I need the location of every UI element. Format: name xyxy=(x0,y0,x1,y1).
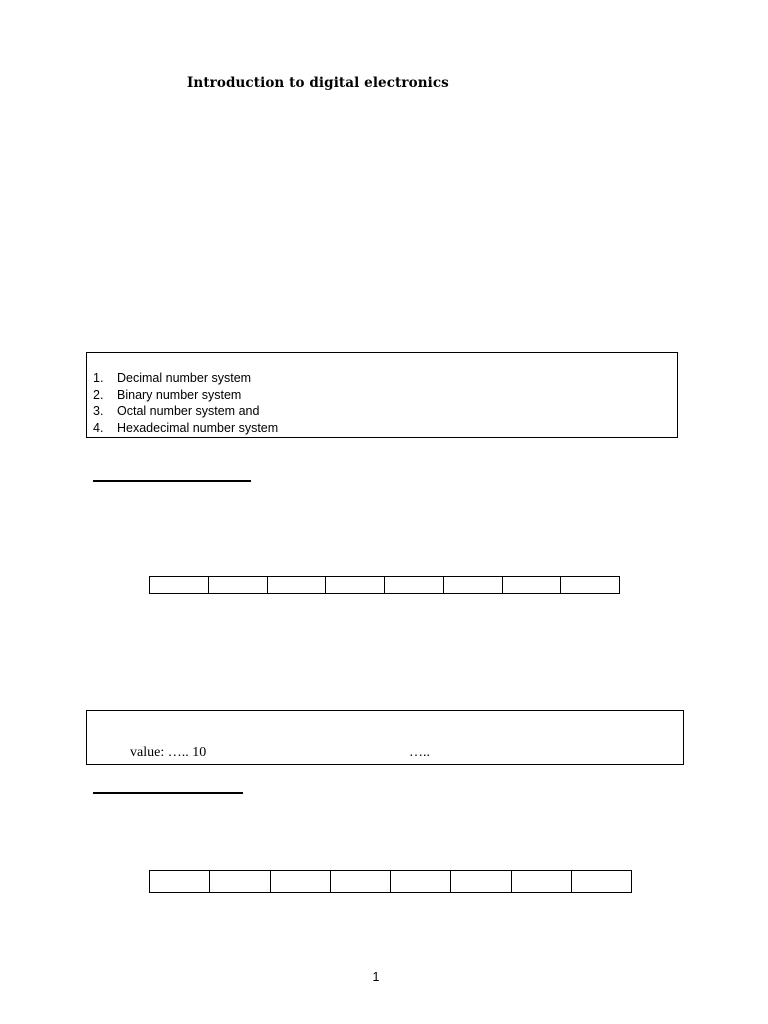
bit-cell xyxy=(209,577,268,593)
list-item xyxy=(93,387,278,404)
bit-cell xyxy=(512,871,572,892)
bit-cell xyxy=(271,871,331,892)
bit-cell xyxy=(503,577,562,593)
bit-cell xyxy=(331,871,391,892)
value-text: value: ….. 10 xyxy=(130,745,207,760)
document-title: Introduction to digital electronics xyxy=(187,75,449,91)
bit-cell-row xyxy=(149,576,620,594)
page-number: 1 xyxy=(372,970,380,984)
list-number: 3. xyxy=(93,404,104,418)
value-ellipsis: ….. xyxy=(409,745,430,760)
bit-cell xyxy=(391,871,451,892)
list-item xyxy=(93,403,278,420)
list-item xyxy=(93,420,278,437)
list-number: 2. xyxy=(93,387,104,402)
list-label: Hexadecimal number system xyxy=(117,420,279,435)
number-systems-list xyxy=(93,370,278,436)
bit-cell xyxy=(268,577,327,593)
number-systems-box xyxy=(86,352,678,438)
heading-underline xyxy=(93,792,243,794)
bit-cell xyxy=(572,871,631,892)
list-item xyxy=(93,370,278,387)
heading-underline xyxy=(93,480,251,482)
bit-cell xyxy=(561,577,619,593)
bit-cell xyxy=(210,871,270,892)
list-label: Binary number system xyxy=(117,387,242,402)
list-label: Octal number system and xyxy=(117,404,260,418)
bit-cell xyxy=(326,577,385,593)
bit-cell xyxy=(451,871,511,892)
list-number: 4. xyxy=(93,420,104,435)
list-number: 1. xyxy=(93,371,104,385)
value-box xyxy=(86,710,684,765)
list-label: Decimal number system xyxy=(117,371,252,385)
bit-cell xyxy=(385,577,444,593)
bit-cell xyxy=(150,871,210,892)
bit-cell xyxy=(150,577,209,593)
bit-cell xyxy=(444,577,503,593)
bit-cell-row xyxy=(149,870,632,893)
